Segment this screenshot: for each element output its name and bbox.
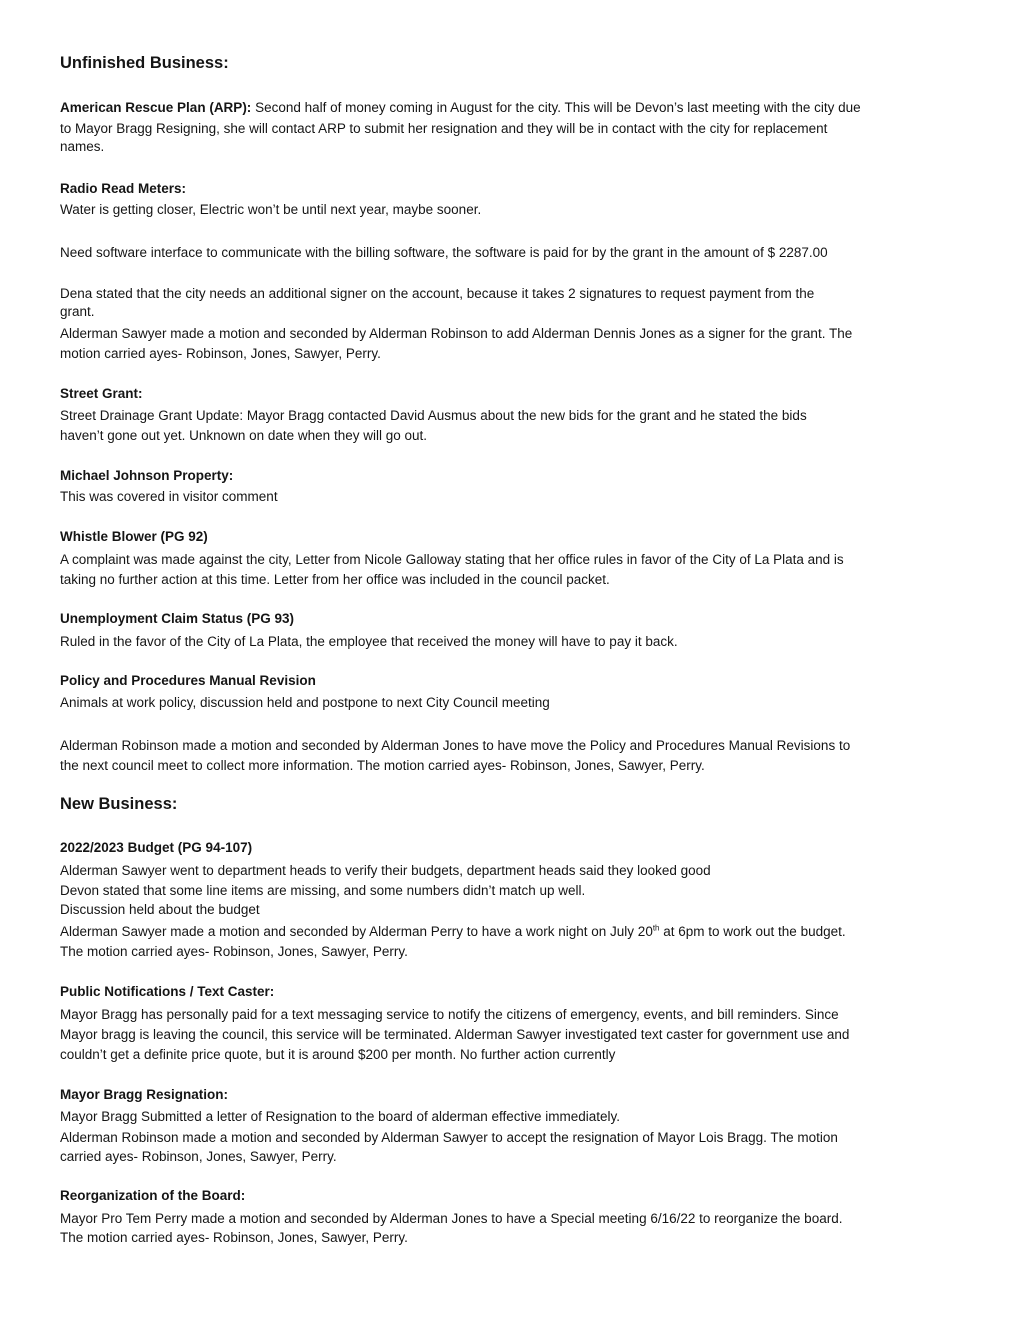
budget-line-3: Discussion held about the budget bbox=[60, 902, 260, 917]
policy-procedures-line-1: Animals at work policy, discussion held and postpone to next City Council meeting bbox=[60, 695, 550, 710]
reorganization-line-2: The motion carried ayes- Robinson, Jones, Sawyer, Perry. bbox=[60, 1230, 408, 1245]
radio-read-meters-heading: Radio Read Meters: bbox=[60, 181, 187, 196]
street-line-1: Street Drainage Grant Update: Mayor Bragg contacted David Ausmus about the new bids for the grant and he stated the bids bbox=[60, 408, 807, 423]
new-business-title: New Business: bbox=[60, 795, 178, 813]
street-grant-heading: Street Grant: bbox=[60, 386, 143, 401]
radio-line-3: Dena stated that the city needs an additional signer on the account, because it takes 2 signatures to request payment from the bbox=[60, 286, 815, 301]
budget-line-4 bbox=[60, 923, 846, 940]
budget-line-2: Devon stated that some line items are missing, and some numbers didn’t match up well. bbox=[60, 883, 586, 898]
budget-line-5: The motion carried ayes- Robinson, Jones, Sawyer, Perry. bbox=[60, 944, 408, 959]
unfinished-business-title: Unfinished Business: bbox=[60, 54, 229, 72]
radio-line-6: motion carried ayes- Robinson, Jones, Sawyer, Perry. bbox=[60, 346, 381, 361]
michael-johnson-heading: Michael Johnson Property: bbox=[60, 468, 234, 483]
policy-procedures-line-2: Alderman Robinson made a motion and seconded by Alderman Jones to have move the Policy and Procedures Manual Revisions to bbox=[60, 738, 851, 753]
public-notifications-line-2: Mayor bragg is leaving the council, this service will be terminated. Alderman Sawyer investigated text caster for government use and bbox=[60, 1027, 850, 1042]
street-line-2: haven’t gone out yet. Unknown on date when they will go out. bbox=[60, 428, 427, 443]
mayor-bragg-resignation-line-3: carried ayes- Robinson, Jones, Sawyer, Perry. bbox=[60, 1149, 337, 1164]
unemployment-claim-heading: Unemployment Claim Status (PG 93) bbox=[60, 611, 295, 626]
arp-paragraph-line-3: names. bbox=[60, 139, 105, 154]
reorganization-line-1: Mayor Pro Tem Perry made a motion and seconded by Alderman Jones to have a Special meeting 6/16/22 to reorganize the board. bbox=[60, 1211, 843, 1226]
whistle-blower-line-1: A complaint was made against the city, Letter from Nicole Galloway stating that her office rules in favor of the City of La Plata and is bbox=[60, 552, 844, 567]
radio-line-2: Need software interface to communicate with the billing software, the software is paid for by the grant in the amount of $ 2287.00 bbox=[60, 245, 828, 260]
policy-procedures-line-3: the next council meet to collect more information. The motion carried ayes- Robinson, Jones, Sawyer, Perry. bbox=[60, 758, 705, 773]
budget-line-4-ordinal: th bbox=[652, 923, 660, 933]
public-notifications-line-3: couldn’t get a definite price quote, but it is around $200 per month. No further action currently bbox=[60, 1047, 616, 1062]
public-notifications-heading: Public Notifications / Text Caster: bbox=[60, 984, 275, 999]
whistle-blower-line-2: taking no further action at this time. Letter from her office was included in the council packet. bbox=[60, 572, 610, 587]
radio-line-1: Water is getting closer, Electric won’t be until next year, maybe sooner. bbox=[60, 202, 482, 217]
reorganization-heading: Reorganization of the Board: bbox=[60, 1188, 246, 1203]
mayor-bragg-resignation-heading: Mayor Bragg Resignation: bbox=[60, 1087, 229, 1102]
mayor-bragg-resignation-line-2: Alderman Robinson made a motion and seconded by Alderman Sawyer to accept the resignation of Mayor Lois Bragg. The motion bbox=[60, 1130, 838, 1145]
budget-heading: 2022/2023 Budget (PG 94-107) bbox=[60, 840, 253, 855]
policy-procedures-heading: Policy and Procedures Manual Revision bbox=[60, 673, 316, 688]
radio-line-5: Alderman Sawyer made a motion and seconded by Alderman Robinson to add Alderman Dennis Jones as a signer for the grant. The bbox=[60, 326, 853, 341]
public-notifications-line-1: Mayor Bragg has personally paid for a text messaging service to notify the citizens of emergency, events, and bill reminders. Since bbox=[60, 1007, 839, 1022]
arp-heading: American Rescue Plan (ARP): bbox=[60, 100, 252, 115]
michael-johnson-line-1: This was covered in visitor comment bbox=[60, 489, 278, 504]
arp-paragraph-line-1 bbox=[60, 99, 861, 116]
arp-paragraph-line-2: to Mayor Bragg Resigning, she will contact ARP to submit her resignation and they will be in contact with the city for replacement bbox=[60, 121, 828, 136]
whistle-blower-heading: Whistle Blower (PG 92) bbox=[60, 529, 208, 544]
budget-line-4-tail: at 6pm to work out the budget. bbox=[659, 924, 846, 939]
unemployment-claim-line-1: Ruled in the favor of the City of La Plata, the employee that received the money will have to pay it back. bbox=[60, 634, 678, 649]
mayor-bragg-resignation-line-1: Mayor Bragg Submitted a letter of Resignation to the board of alderman effective immediately. bbox=[60, 1109, 621, 1124]
budget-line-4-text: Alderman Sawyer made a motion and seconded by Alderman Perry to have a work night on July 20 bbox=[60, 924, 653, 939]
arp-text: Second half of money coming in August for the city. This will be Devon’s last meeting with the city due bbox=[251, 100, 861, 115]
radio-line-4: grant. bbox=[60, 304, 95, 319]
budget-line-1: Alderman Sawyer went to department heads to verify their budgets, department heads said they looked good bbox=[60, 863, 711, 878]
